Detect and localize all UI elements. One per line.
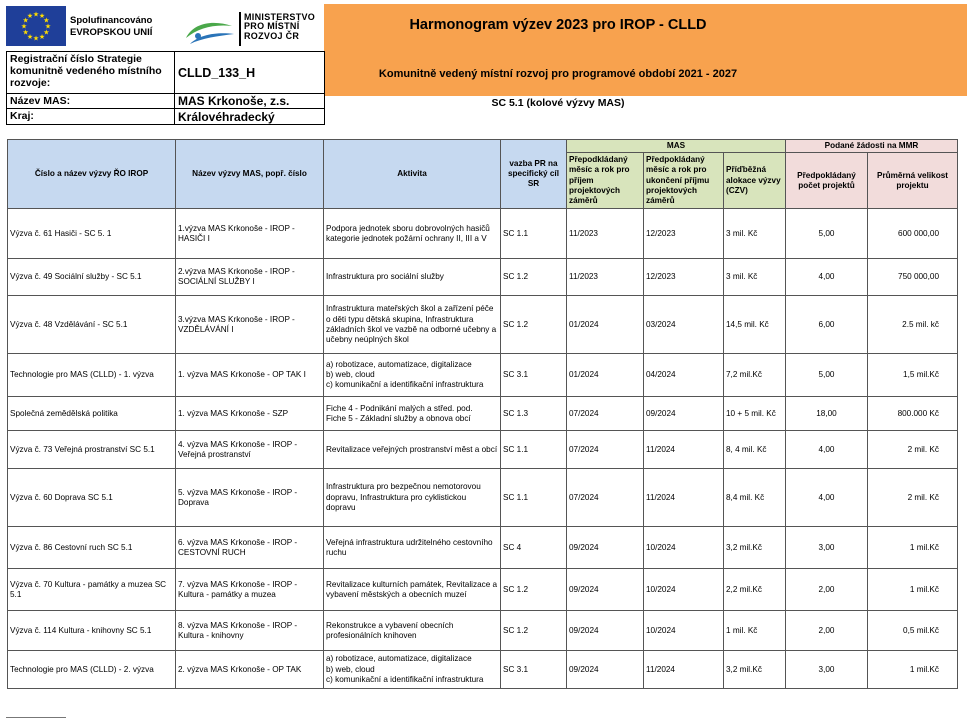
cell-project-count: 5,00 (786, 354, 868, 397)
cell-allocation: 3,2 mil.Kč (724, 651, 786, 689)
cell-activity: a) robotizace, automatizace, digitalizace b) web, cloud c) komunikační a identifikační infrastruktura (324, 651, 501, 689)
cell-call-number: Výzva č. 49 Sociální služby - SC 5.1 (8, 259, 176, 296)
cell-link-sr: SC 1.2 (501, 611, 567, 651)
cell-intake-end: 09/2024 (644, 397, 724, 431)
cell-avg-size: 600 000,00 (868, 209, 958, 259)
eu-star-icon: ★ (32, 11, 40, 19)
cell-intake-end: 04/2024 (644, 354, 724, 397)
cell-allocation: 7,2 mil.Kč (724, 354, 786, 397)
eu-star-icon: ★ (26, 13, 34, 21)
cell-intake-end: 10/2024 (644, 527, 724, 569)
cell-allocation: 8, 4 mil. Kč (724, 431, 786, 469)
table-row (8, 527, 958, 569)
eu-star-icon: ★ (38, 13, 46, 21)
cell-avg-size: 1,5 mil.Kč (868, 354, 958, 397)
eu-star-icon: ★ (22, 29, 29, 37)
cell-intake-start: 11/2023 (567, 259, 644, 296)
cell-link-sr: SC 1.3 (501, 397, 567, 431)
cell-allocation: 10 + 5 mil. Kč (724, 397, 786, 431)
cell-activity: Infrastruktura pro bezpečnou nemotorovou dopravu, Infrastruktura pro cyklistickou dopravu (324, 469, 501, 527)
header-allocation: Příďběžná alokace výzvy (CZV) (724, 153, 786, 209)
cell-link-sr: SC 3.1 (501, 354, 567, 397)
cell-allocation: 2,2 mil.Kč (724, 569, 786, 611)
ministry-name (244, 13, 315, 41)
cell-call-number: Výzva č. 70 Kultura - památky a muzea SC 5.1 (8, 569, 176, 611)
cell-project-count: 4,00 (786, 469, 868, 527)
cell-allocation: 3 mil. Kč (724, 209, 786, 259)
cell-project-count: 6,00 (786, 296, 868, 354)
cell-call-number: Technologie pro MAS (CLLD) - 1. výzva (8, 354, 176, 397)
cell-intake-end: 03/2024 (644, 296, 724, 354)
cell-intake-start: 01/2024 (567, 296, 644, 354)
cell-project-count: 3,00 (786, 527, 868, 569)
cell-link-sr: SC 3.1 (501, 651, 567, 689)
specific-objective-label: SC 5.1 (kolové výzvy MAS) (491, 97, 625, 109)
cell-intake-start: 09/2024 (567, 527, 644, 569)
table-row (8, 431, 958, 469)
header-link-sr: vazba PR na specifický cíl SR (501, 140, 567, 209)
cell-activity: Rekonstrukce a vybavení obecních profesionálních knihoven (324, 611, 501, 651)
table-row (8, 651, 958, 689)
cell-avg-size: 1 mil.Kč (868, 569, 958, 611)
eu-star-icon: ★ (22, 17, 29, 25)
cell-intake-start: 11/2023 (567, 209, 644, 259)
cell-call-number: Výzva č. 60 Doprava SC 5.1 (8, 469, 176, 527)
eu-star-icon: ★ (20, 23, 28, 31)
cell-intake-end: 12/2023 (644, 209, 724, 259)
cell-avg-size: 750 000,00 (868, 259, 958, 296)
cell-call-number: Společná zemědělská politika (8, 397, 176, 431)
cell-link-sr: SC 1.2 (501, 259, 567, 296)
cell-intake-end: 10/2024 (644, 569, 724, 611)
cell-intake-end: 11/2024 (644, 469, 724, 527)
ministry-text-line: PRO MÍSTNÍ (244, 21, 300, 32)
header-avg-size: Průměrná velikost projektu (868, 153, 958, 209)
header-call-number: Číslo a název výzvy ŘO IROP (8, 140, 176, 209)
info-row-region (6, 109, 325, 125)
cell-link-sr: SC 1.2 (501, 296, 567, 354)
cell-activity: Revitalizace veřejných prostranství měst a obcí (324, 431, 501, 469)
table-row (8, 469, 958, 527)
cell-project-count: 18,00 (786, 397, 868, 431)
cell-activity: Podpora jednotek sboru dobrovolných hasičů kategorie jednotek požární ochrany II, III a V (324, 209, 501, 259)
page-subtitle: Komunitně vedený místní rozvoj pro programové období 2021 - 2027 (378, 68, 738, 80)
cell-avg-size: 2 mil. Kč (868, 469, 958, 527)
cell-allocation: 3 mil. Kč (724, 259, 786, 296)
cell-avg-size: 2 mil. Kč (868, 431, 958, 469)
cell-intake-start: 07/2024 (567, 469, 644, 527)
registration-label: Registrační číslo Strategie komunitně vedeného místního rozvoje: (7, 52, 175, 93)
registration-value: CLLD_133_H (178, 65, 256, 80)
cell-activity: Veřejná infrastruktura udržitelného cestovního ruchu (324, 527, 501, 569)
cell-link-sr: SC 1.1 (501, 431, 567, 469)
cell-mas-call-name: 2.výzva MAS Krkonoše - IROP - SOCIÁLNÍ SLUŽBY I (176, 259, 324, 296)
eu-star-icon: ★ (43, 17, 50, 25)
cell-allocation: 14,5 mil. Kč (724, 296, 786, 354)
cell-mas-call-name: 1. výzva MAS Krkonoše - OP TAK I (176, 354, 324, 397)
cell-intake-start: 09/2024 (567, 569, 644, 611)
cell-mas-call-name: 8. výzva MAS Krkonoše - IROP - Kultura - knihovny (176, 611, 324, 651)
ministry-text-line: MINISTERSTVO (244, 12, 316, 22)
cell-mas-call-name: 2. výzva MAS Krkonoše - OP TAK (176, 651, 324, 689)
cell-project-count: 2,00 (786, 569, 868, 611)
cell-activity: a) robotizace, automatizace, digitalizace b) web, cloud c) komunikační a identifikační infrastruktura (324, 354, 501, 397)
cell-intake-end: 10/2024 (644, 611, 724, 651)
cell-allocation: 8,4 mil. Kč (724, 469, 786, 527)
cell-activity: Infrastruktura pro sociální služby (324, 259, 501, 296)
cell-intake-start: 01/2024 (567, 354, 644, 397)
cell-intake-start: 07/2024 (567, 431, 644, 469)
table-row (8, 354, 958, 397)
header-group-mmr: Podané žádosti na MMR (786, 140, 958, 153)
cell-project-count: 3,00 (786, 651, 868, 689)
cell-project-count: 4,00 (786, 431, 868, 469)
cell-mas-call-name: 5. výzva MAS Krkonoše - IROP - Doprava (176, 469, 324, 527)
logo-divider (239, 12, 241, 46)
table-row (8, 397, 958, 431)
table-row (8, 611, 958, 651)
cell-activity: Infrastruktura mateřských škol a zařízení péče o děti typu dětská skupina, Infrastruktura základních škol ve vazbě na odborné učebny a učebny neúplných škol (324, 296, 501, 354)
schedule-table (7, 139, 958, 689)
table-row (8, 259, 958, 296)
cell-mas-call-name: 4. výzva MAS Krkonoše - IROP - Veřejná prostranství (176, 431, 324, 469)
eu-star-icon: ★ (44, 23, 52, 31)
cell-call-number: Výzva č. 73 Veřejná prostranství SC 5.1 (8, 431, 176, 469)
cell-call-number: Technologie pro MAS (CLLD) - 2. výzva (8, 651, 176, 689)
cell-intake-end: 11/2024 (644, 431, 724, 469)
cell-call-number: Výzva č. 86 Cestovní ruch SC 5.1 (8, 527, 176, 569)
cell-avg-size: 0,5 mil.Kč (868, 611, 958, 651)
ministry-logo (184, 18, 236, 48)
page-title: Harmonogram výzev 2023 pro IROP - CLLD (409, 17, 707, 33)
cell-avg-size: 1 mil.Kč (868, 651, 958, 689)
cell-mas-call-name: 3.výzva MAS Krkonoše - IROP - VZDĚLÁVÁNÍ I (176, 296, 324, 354)
info-row-registration (6, 51, 325, 94)
eu-star-icon: ★ (38, 33, 46, 41)
cell-mas-call-name: 1. výzva MAS Krkonoše - SZP (176, 397, 324, 431)
cell-mas-call-name: 1.výzva MAS Krkonoše - IROP - HASIČI I (176, 209, 324, 259)
header-group-mas: MAS (567, 140, 786, 153)
table-row (8, 296, 958, 354)
cell-intake-start: 09/2024 (567, 611, 644, 651)
cell-call-number: Výzva č. 114 Kultura - knihovny SC 5.1 (8, 611, 176, 651)
cell-link-sr: SC 4 (501, 527, 567, 569)
cell-activity: Revitalizace kulturních památek, Revitalizace a vybavení městských a obecních muzeí (324, 569, 501, 611)
table-group-header-row (8, 140, 958, 153)
info-row-mas (6, 94, 325, 109)
eu-cofinanced-text (70, 15, 152, 39)
header-intake-end: Předpokládaný měsíc a rok pro ukončení příjmu projektových záměrů (644, 153, 724, 209)
cell-avg-size: 1 mil.Kč (868, 527, 958, 569)
eu-star-icon: ★ (32, 35, 40, 43)
eu-text-line: Spolufinancováno (70, 15, 153, 26)
cell-mas-call-name: 6. výzva MAS Krkonoše - IROP - CESTOVNÍ RUCH (176, 527, 324, 569)
cell-allocation: 3,2 mil.Kč (724, 527, 786, 569)
table-row (8, 569, 958, 611)
region-value: Královéhradecký (178, 109, 275, 124)
cell-mas-call-name: 7. výzva MAS Krkonoše - IROP - Kultura - památky a muzea (176, 569, 324, 611)
cell-avg-size: 2.5 mil. kč (868, 296, 958, 354)
header-activity: Aktivita (324, 140, 501, 209)
cell-intake-start: 09/2024 (567, 651, 644, 689)
ministry-text-line: ROZVOJ ČR (244, 30, 300, 41)
cell-call-number: Výzva č. 48 Vzdělávání - SC 5.1 (8, 296, 176, 354)
eu-star-icon: ★ (26, 33, 34, 41)
cell-call-number: Výzva č. 61 Hasiči - SC 5. 1 (8, 209, 176, 259)
cell-intake-start: 07/2024 (567, 397, 644, 431)
cell-avg-size: 800.000 Kč (868, 397, 958, 431)
cell-link-sr: SC 1.1 (501, 469, 567, 527)
header-mas-call-name: Název výzvy MAS, popř. číslo (176, 140, 324, 209)
eu-text-line: EVROPSKOU UNIÍ (70, 27, 153, 38)
table-row (8, 209, 958, 259)
eu-flag-logo (6, 6, 66, 46)
cell-project-count: 4,00 (786, 259, 868, 296)
cell-link-sr: SC 1.1 (501, 209, 567, 259)
strategy-info-box (6, 51, 325, 125)
header-project-count: Předpokládaný počet projektů (786, 153, 868, 209)
cell-intake-end: 12/2023 (644, 259, 724, 296)
region-label: Kraj: (7, 109, 175, 124)
cell-project-count: 2,00 (786, 611, 868, 651)
mas-name-label: Název MAS: (7, 94, 175, 108)
eu-star-icon: ★ (43, 29, 50, 37)
footer-rule (6, 717, 66, 718)
cell-project-count: 5,00 (786, 209, 868, 259)
mas-name-value: MAS Krkonoše, z.s. (178, 94, 290, 108)
cell-intake-end: 11/2024 (644, 651, 724, 689)
header-intake-start: Přepodkládaný měsíc a rok pro příjem projektových záměrů (567, 153, 644, 209)
cell-activity: Fiche 4 - Podnikání malých a střed. pod. Fiche 5 - Základní služby a obnova obcí (324, 397, 501, 431)
cell-link-sr: SC 1.2 (501, 569, 567, 611)
cell-allocation: 1 mil. Kč (724, 611, 786, 651)
